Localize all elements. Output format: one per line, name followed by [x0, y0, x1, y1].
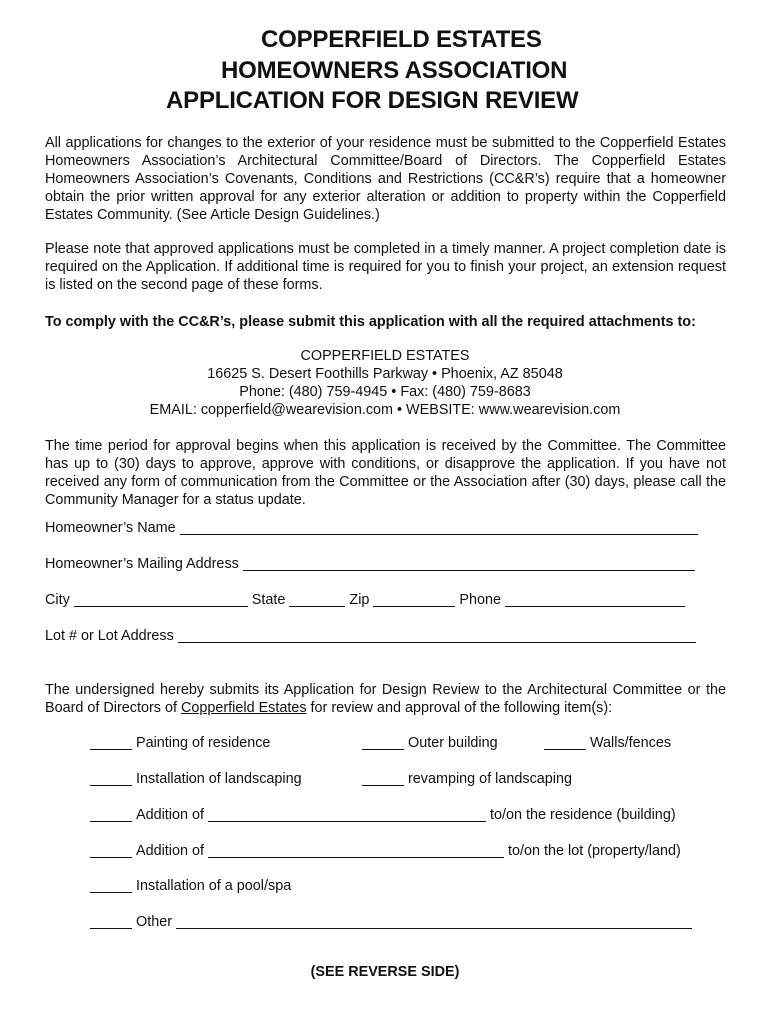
pool-checkbox-line[interactable] [90, 878, 132, 893]
submit-text-before: The undersigned hereby submits its Application for Design Review to the Architectural Committee or the Board of Directors of [45, 682, 726, 716]
mailing-address-row [45, 555, 699, 573]
addition-lot-field[interactable] [208, 843, 504, 858]
state-field[interactable] [289, 592, 345, 607]
homeowner-name-row [45, 519, 702, 537]
contact-web: EMAIL: copperfield@wearevision.com • WEBSITE: www.wearevision.com [149, 402, 621, 418]
addition-residence-field[interactable] [208, 807, 486, 822]
contact-phones: Phone: (480) 759-4945 • Fax: (480) 759-8683 [239, 384, 531, 400]
landscaping-checkbox-line[interactable] [90, 771, 132, 786]
other-label: Other [136, 914, 172, 930]
contact-address: 16625 S. Desert Foothills Parkway • Phoenix, AZ 85048 [207, 366, 563, 382]
homeowner-name-label: Homeowner’s Name [45, 520, 176, 536]
title-line-3: APPLICATION FOR DESIGN REVIEW [166, 87, 579, 114]
title-line-2: HOMEOWNERS ASSOCIATION [221, 57, 568, 84]
association-name: Copperfield Estates [180, 700, 307, 716]
addition-residence-suffix: to/on the residence (building) [490, 807, 676, 823]
revamping-label: revamping of landscaping [408, 771, 572, 787]
item-revamping [362, 770, 572, 788]
lot-field[interactable] [178, 628, 696, 643]
item-pool [90, 877, 291, 895]
landscaping-label: Installation of landscaping [136, 771, 302, 787]
state-label: State [251, 592, 286, 608]
outer-building-label: Outer building [408, 735, 498, 751]
time-period-paragraph: The time period for approval begins when this application is received by the Committee. The Committee has up to (30) days to approve, approve with conditions, or disapprove the application. If you have not received any form of communication from the Committee or the Association after (30) days, please call the Community Manager for a status update. [45, 438, 726, 508]
city-label: City [45, 592, 70, 608]
phone-label: Phone [459, 592, 502, 608]
comply-paragraph: To comply with the CC&R’s, please submit this application with all the required attachments to: [45, 314, 696, 330]
item-outer-building [362, 734, 498, 752]
addition-residence-checkbox-line[interactable] [90, 807, 132, 822]
addition-lot-checkbox-line[interactable] [90, 843, 132, 858]
pool-label: Installation of a pool/spa [136, 878, 292, 894]
item-addition-residence [90, 806, 676, 824]
walls-checkbox-line[interactable] [544, 735, 586, 750]
city-field[interactable] [74, 592, 248, 607]
item-addition-lot [90, 842, 681, 860]
addition-lot-prefix: Addition of [136, 843, 205, 859]
lot-label: Lot # or Lot Address [45, 628, 174, 644]
painting-checkbox-line[interactable] [90, 735, 132, 750]
lot-row [45, 627, 700, 645]
see-reverse-side-note: (SEE REVERSE SIDE) [310, 964, 460, 980]
other-field[interactable] [176, 914, 692, 929]
submit-paragraph [45, 681, 726, 717]
painting-label: Painting of residence [136, 735, 271, 751]
addition-residence-prefix: Addition of [136, 807, 205, 823]
mailing-address-field[interactable] [243, 556, 695, 571]
addition-lot-suffix: to/on the lot (property/land) [508, 843, 681, 859]
revamping-checkbox-line[interactable] [362, 771, 404, 786]
outer-building-checkbox-line[interactable] [362, 735, 404, 750]
city-state-zip-row [45, 591, 689, 609]
homeowner-name-field[interactable] [180, 520, 698, 535]
title-line-1: COPPERFIELD ESTATES [261, 26, 542, 53]
other-checkbox-line[interactable] [90, 914, 132, 929]
intro-paragraph: All applications for changes to the exterior of your residence must be submitted to the Copperfield Estates Homeowners Association’s Architectural Committee/Board of Directors. The Copperfield Estates Homeowners Association’s Covenants, Conditions and Restrictions (CC&R’s) require that a homeowner obtain the prior written approval for any exterior alteration or addition to property within the Copperfield Estates Community. (See Article Design Guidelines.) [45, 135, 726, 223]
zip-field[interactable] [373, 592, 455, 607]
item-landscaping [90, 770, 302, 788]
item-walls [544, 734, 671, 752]
zip-label: Zip [349, 592, 370, 608]
contact-name: COPPERFIELD ESTATES [300, 348, 470, 364]
item-other [90, 913, 696, 931]
walls-label: Walls/fences [590, 735, 672, 751]
item-painting [90, 734, 270, 752]
submit-text-after: for review and approval of the following item(s): [306, 700, 613, 716]
phone-field[interactable] [505, 592, 685, 607]
note-paragraph: Please note that approved applications must be completed in a timely manner. A project completion date is required on the Application. If additional time is required for you to finish your project, an extension request is listed on the second page of these forms. [45, 241, 726, 293]
mailing-address-label: Homeowner’s Mailing Address [45, 556, 239, 572]
